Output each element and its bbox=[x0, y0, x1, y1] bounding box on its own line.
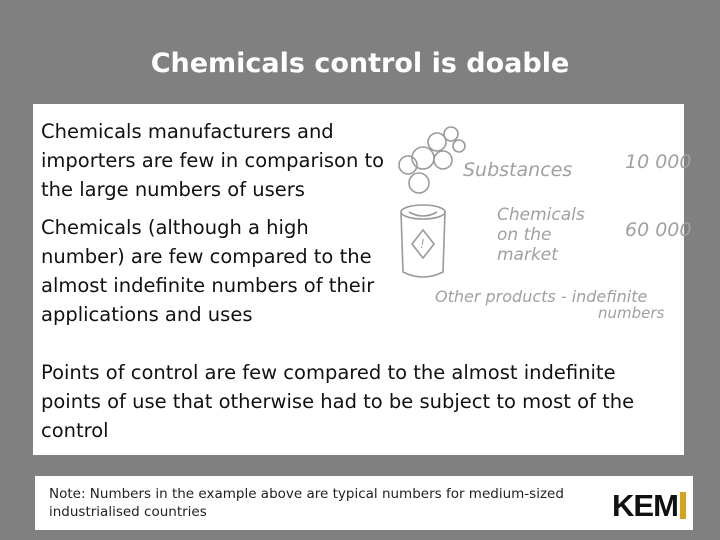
footer-panel bbox=[35, 476, 693, 530]
molecule-icon bbox=[399, 127, 465, 193]
sketch-chemicals-count: 60 000 bbox=[625, 219, 692, 241]
sketch-substances-label: Substances bbox=[463, 159, 573, 181]
hand-drawn-sketch bbox=[393, 112, 692, 332]
logo-text: KEM bbox=[612, 488, 678, 523]
slide-title: Chemicals control is doable bbox=[150, 48, 570, 79]
point-control: Points of control are few compared to the almost indefinite points of use that otherwise had to be subject to most of the control bbox=[41, 361, 635, 442]
point-chemicals: Chemicals (although a high number) are few compared to the almost indefinite numbers of their applications and uses bbox=[41, 216, 375, 326]
sketch-products-label-2: numbers bbox=[598, 304, 665, 322]
content-panel bbox=[33, 104, 692, 455]
point-manufacturers: Chemicals manufacturers and importers are few in comparison to the large numbers of users bbox=[41, 120, 385, 201]
sketch-products-label-1: Other products - indefinite bbox=[435, 287, 648, 306]
sketch-chemicals-label-2: on the bbox=[497, 225, 552, 245]
chemical-barrel-icon bbox=[401, 205, 445, 277]
svg-text:!: ! bbox=[420, 237, 425, 251]
logo-accent-bar bbox=[680, 492, 686, 519]
kemi-logo bbox=[612, 488, 686, 524]
sketch-substances-count: 10 000 bbox=[625, 151, 692, 173]
sketch-chemicals-label-3: market bbox=[497, 245, 558, 265]
footer-note: Note: Numbers in the example above are typical numbers for medium-sized industrialised countries bbox=[49, 486, 564, 520]
sketch-chemicals-label-1: Chemicals bbox=[497, 205, 585, 225]
